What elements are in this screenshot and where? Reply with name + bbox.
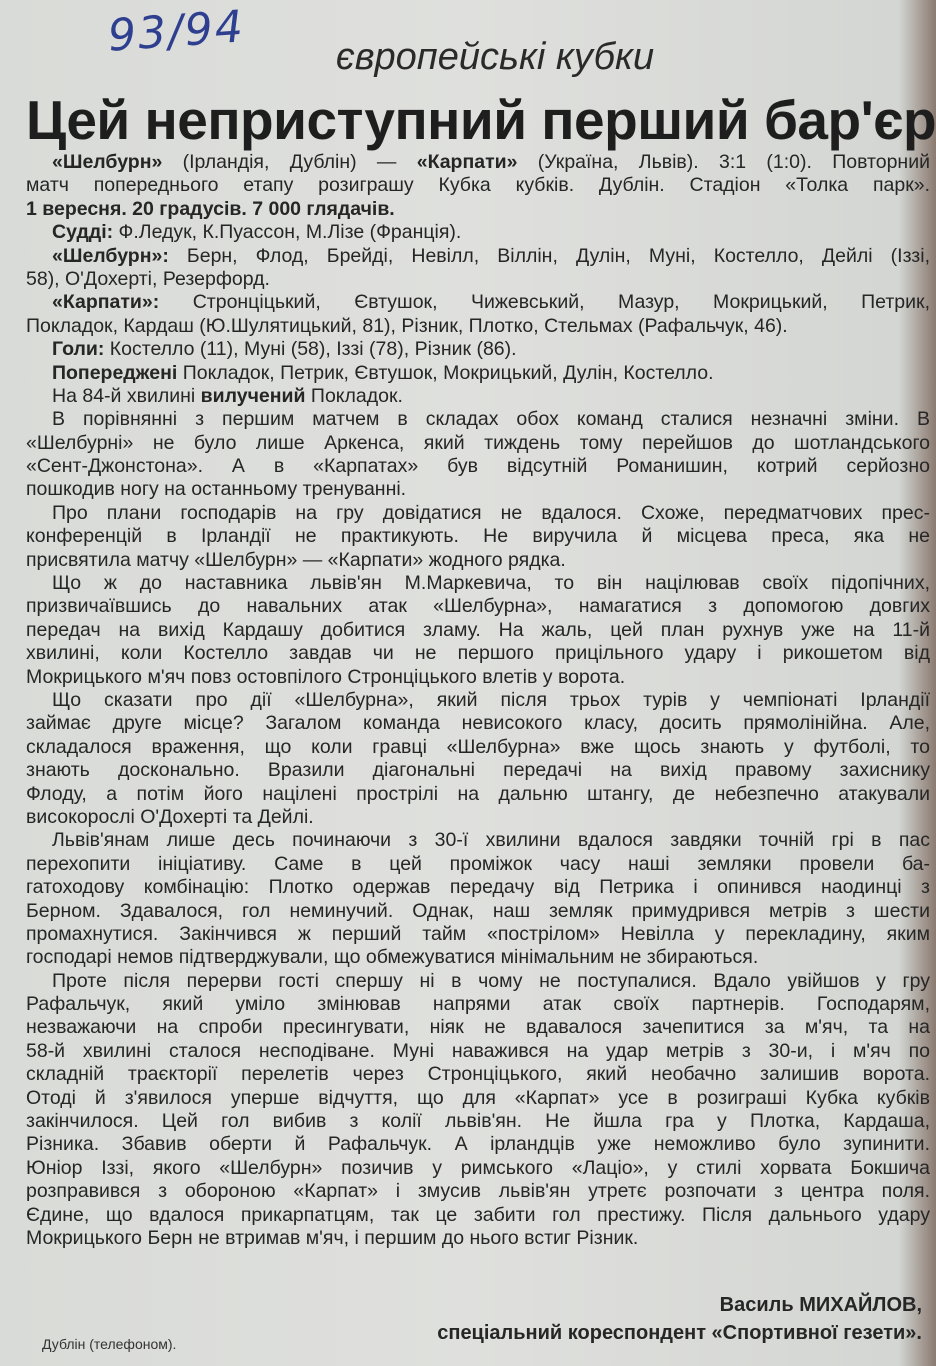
text-segment: «Сент-Джонстона». А в «Карпатах» був відсутній Романишин, котрий серйозно — [26, 455, 930, 478]
text-line — [26, 1016, 930, 1039]
text-line — [26, 923, 930, 946]
text-line — [26, 1040, 930, 1063]
text-segment: знають досконально. Вразили діагональні передачі на вихід правому захиснику — [26, 759, 930, 782]
bold-text: Голи: — [52, 338, 105, 361]
text-segment: Стронціцький, Євтушок, Чижевський, Мазур, Мокрицький, Петрик, — [159, 291, 930, 314]
text-line — [26, 455, 930, 478]
bold-text: «Карпати»: — [52, 291, 160, 314]
text-line — [26, 993, 930, 1016]
bold-text: «Шелбурн»: — [52, 244, 169, 267]
text-segment: незважаючи на спроби пресингувати, ніяк не вдавалося зачепитися за м'яч, та на — [26, 1016, 930, 1039]
text-segment: 58), О'Дохерті, Резерфорд. — [26, 267, 270, 290]
text-segment: Мокрицького м'яч повз остовпілого Стронціцького влетів у ворота. — [26, 665, 626, 688]
bold-text: «Шелбурн» — [52, 151, 163, 173]
text-line — [26, 619, 930, 642]
text-segment: Покладок, Кардаш (Ю.Шулятицький, 81), Різник, Плотко, Стельмах (Рафальчук, 46). — [26, 314, 788, 337]
text-line — [26, 198, 930, 221]
text-segment: призвичаївшись до навальних атак «Шелбурна», намагатися з допомогою довгих — [26, 595, 930, 618]
text-line — [26, 666, 930, 689]
text-line — [26, 806, 930, 829]
text-line — [26, 595, 930, 618]
text-segment: гатоходову комбінацію: Плотко одержав передачу від Петрика і опинився наодинці з — [26, 876, 930, 899]
text-line — [26, 1087, 930, 1110]
text-line — [26, 712, 930, 735]
text-line — [26, 478, 930, 501]
text-segment: матч попереднього етапу розиграшу Кубка кубків. Дублін. Стадіон «Толка парк». — [26, 174, 930, 197]
bold-text: вилучений — [200, 384, 306, 407]
text-segment: Ф.Ледук, К.Пуассон, М.Лізе (Франція). — [113, 221, 462, 244]
text-segment: розправився з обороною «Карпат» і змусив львів'ян утретє розпочати з центра поля. — [26, 1180, 930, 1203]
text-line — [26, 338, 930, 361]
text-line — [26, 853, 930, 876]
text-segment: передач на вихід Кардашу добитися зламу. На жаль, цей план рухнув уже на 11-й — [26, 618, 930, 641]
text-line — [26, 900, 930, 923]
text-line — [26, 362, 930, 385]
text-segment: високорослі О'Дохерті та Дейлі. — [26, 805, 314, 828]
text-segment: Отоді й з'явилося уперше відчуття, що для «Карпат» усе в розиграші Кубка кубків — [26, 1086, 930, 1109]
bold-text: Судді: — [52, 221, 114, 244]
text-line — [26, 1227, 930, 1250]
text-segment: Про плани господарів на гру довідатися не вдалося. Схоже, передматчових прес- — [52, 501, 930, 524]
text-line — [26, 759, 930, 782]
text-segment: складній траєкторії перелетів через Стронціцького, який необачно залишив ворота. — [26, 1063, 930, 1086]
text-segment: Львів'янам лише десь починаючи з 30-ї хвилини вдалося завдяки точній грі в пас — [52, 829, 930, 852]
section-rubric: європейські кубки — [335, 36, 655, 78]
author-name: Василь МИХАЙЛОВ, — [719, 1294, 922, 1316]
text-segment: пошкодив ногу на останньому тренуванні. — [26, 478, 407, 501]
text-line — [26, 736, 930, 759]
text-segment: Мокрицького Берн не втримав м'яч, і першим до нього встиг Різник. — [26, 1226, 639, 1249]
text-line — [26, 525, 930, 548]
text-segment: 58-й хвилині сталося несподіване. Муні наважився на удар метрів з 30-и, і м'яч по — [26, 1039, 930, 1062]
text-segment: (Україна, Львів). 3:1 (1:0). Повторний — [517, 151, 930, 173]
text-segment: присвятила матчу «Шелбурн» — «Карпати» жодного рядка. — [26, 548, 566, 571]
text-line — [26, 1204, 930, 1227]
text-segment: Флоду, а потім його націлені прострілі на дальню штангу, де небезпечно атакували — [26, 782, 930, 805]
text-segment: промахнутися. Закінчився ж перший тайм «пострілом» Невілла у перекладину, яким — [26, 922, 930, 945]
text-line — [26, 689, 930, 712]
text-segment: перехопити ініціативу. Саме в цей проміжок часу наші земляки провели ба- — [26, 852, 930, 875]
text-line — [26, 970, 930, 993]
article-body — [26, 151, 930, 1250]
dateline: Дублін (телефоном). — [42, 1336, 177, 1352]
text-line — [26, 385, 930, 408]
text-segment: займає друге місце? Загалом команда невисокого класу, досить прямолінійна. Але, — [26, 712, 930, 735]
bold-text: Попереджені — [52, 361, 178, 384]
handwritten-note: 93/94 — [106, 1, 247, 62]
text-line — [26, 245, 930, 268]
text-line — [26, 291, 930, 314]
text-segment: Берн, Флод, Брейді, Невілл, Віллін, Дулін, Муні, Костелло, Дейлі (Іззі, — [168, 244, 930, 267]
text-line — [26, 876, 930, 899]
text-segment: конференцій в Ірландії не практикують. Не виручила й місцева преса, яка не — [26, 525, 930, 548]
text-line — [26, 174, 930, 197]
author-position: спеціальний кореспондент «Спортивної гезети». — [437, 1322, 922, 1344]
text-segment: (Ірландія, Дублін) — — [162, 151, 417, 173]
text-segment: Покладок. — [305, 384, 403, 407]
text-segment: Рафальчук, який уміло змінював напрями атак своїх партнерів. Господарям, — [26, 993, 930, 1016]
text-segment: На 84-й хвилині — [52, 384, 201, 407]
text-line — [26, 151, 930, 174]
text-segment: Проте після перерви гості спершу ні в чому не поступалися. Вдало увійшов у гру — [52, 969, 930, 992]
text-segment: Юніор Іззі, якого «Шелбурн» позичив у римського «Лаціо», у стилі хорвата Бокшича — [26, 1156, 930, 1179]
text-line — [26, 572, 930, 595]
text-segment: Що ж до наставника львів'ян М.Маркевича, то він націлював своїх підопічних, — [52, 572, 930, 595]
text-segment: Різника. Збавив оберти й Рафальчук. А ірландців уже неможливо було зупинити. — [26, 1133, 930, 1156]
text-line — [26, 1063, 930, 1086]
text-line — [26, 221, 930, 244]
text-line — [26, 315, 930, 338]
text-line — [26, 783, 930, 806]
text-line — [26, 829, 930, 852]
text-line — [26, 408, 930, 431]
text-segment: Єдине, що вдалося прикарпатцям, так це забити гол престижу. Після дальнього удару — [26, 1203, 930, 1226]
text-line — [26, 642, 930, 665]
text-line — [26, 502, 930, 525]
bold-text: 1 вересня. 20 градусів. 7 000 глядачів. — [26, 197, 395, 220]
bold-text: «Карпати» — [416, 151, 518, 173]
text-segment: Покладок, Петрик, Євтушок, Мокрицький, Дулін, Костелло. — [177, 361, 714, 384]
text-line — [26, 1157, 930, 1180]
text-line — [26, 549, 930, 572]
text-segment: хвилині, коли Костелло завдав чи не першого прицільного удару і рикошетом від — [26, 642, 930, 665]
text-line — [26, 1133, 930, 1156]
text-segment: В порівнянні з першим матчем в складах обох команд сталися незначні зміни. В — [52, 408, 930, 431]
text-line — [26, 946, 930, 969]
text-segment: складалося враження, що коли гравці «Шелбурна» вже щось знають у футболі, то — [26, 735, 930, 758]
text-segment: «Шелбурні» не було лише Аркенса, який тиждень тому перейшов до шотландського — [26, 431, 930, 454]
text-segment: Берном. Здавалося, гол неминучий. Однак, наш земляк примудрився метрів з шести — [26, 899, 930, 922]
text-segment: закінчилося. Цей гол вибив з колії львів'ян. Не йшла гра у Плотка, Кардаша, — [26, 1110, 930, 1133]
text-line — [26, 432, 930, 455]
text-line — [26, 1180, 930, 1203]
text-segment: Костелло (11), Муні (58), Іззі (78), Різник (86). — [104, 338, 517, 361]
text-segment: Що сказати про дії «Шелбурна», який після трьох турів у чемпіонаті Ірландії — [52, 688, 930, 711]
text-line — [26, 1110, 930, 1133]
text-segment: господарі немов підтверджували, що обмежуватися мінімальним не збираються. — [26, 946, 759, 969]
article-title: Цей неприступний перший бар'єр — [26, 89, 936, 151]
text-line — [26, 268, 930, 291]
